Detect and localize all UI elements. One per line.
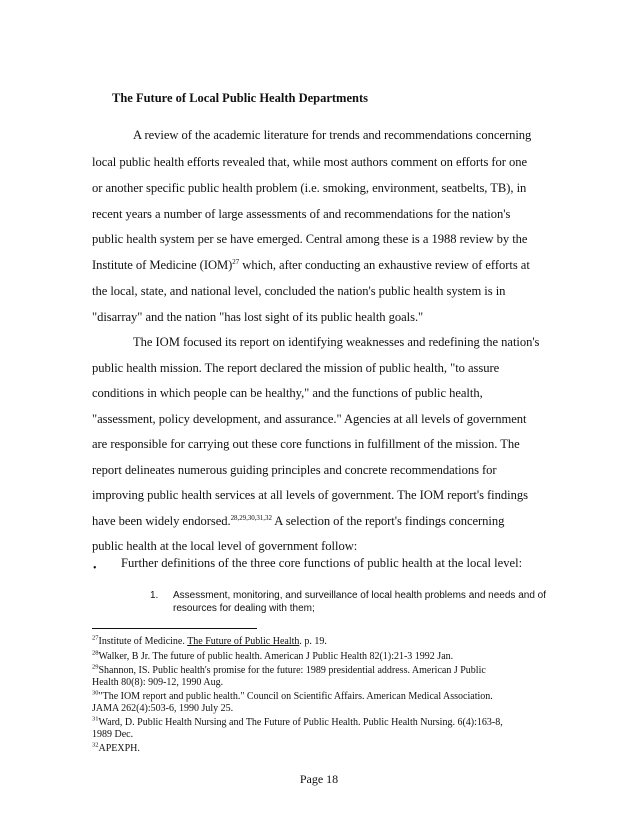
footnote-31 — [92, 717, 503, 729]
footnote-text: Walker, B Jr. The future of public health. American J Public Health 82(1):21-3 1992 Jan. — [98, 651, 454, 662]
body-line: or another specific public health problem (i.e. smoking, environment, seatbelts, TB), in — [92, 181, 527, 195]
body-line: improving public health services at all levels of government. The IOM report's findings — [92, 488, 528, 502]
footnote-title: The Future of Public Health — [187, 636, 300, 647]
body-line — [92, 258, 530, 273]
item-number: 1. — [150, 590, 159, 601]
footnote-ref: 28,29,30,31,32 — [230, 513, 272, 522]
section-heading: The Future of Local Public Health Departments — [112, 91, 368, 105]
body-text: Institute of Medicine (IOM) — [92, 258, 233, 272]
page-number: Page 18 — [299, 772, 339, 786]
footnote-ref: 27 — [232, 257, 240, 266]
body-line: recent years a number of large assessments of and recommendations for the nation's — [92, 207, 511, 221]
body-line: public health system per se have emerged. Central among these is a 1988 review by the — [92, 232, 528, 246]
body-text: have been widely endorsed. — [92, 514, 231, 528]
footnote-mark: 32 — [92, 741, 99, 749]
body-line: "disarray" and the nation "has lost sight of its public health goals." — [92, 310, 424, 324]
body-line: A review of the academic literature for trends and recommendations concerning — [133, 128, 532, 142]
bullet-icon: • — [93, 563, 97, 574]
footnote-mark: 30 — [92, 689, 99, 697]
body-line: report delineates numerous guiding principles and concrete recommendations for — [92, 463, 497, 477]
footnote-text: Shannon, IS. Public health's promise for the future: 1989 presidential address. American J Public — [98, 665, 486, 676]
item-text: Assessment, monitoring, and surveillance of local health problems and needs and of resources for dealing with them; — [173, 590, 546, 614]
footnote-mark: 27 — [92, 634, 99, 642]
footnote-text: . p. 19. — [299, 636, 327, 647]
body-line: local public health efforts revealed that, while most authors comment on efforts for one — [92, 155, 528, 169]
footnote-mark: 29 — [92, 663, 99, 671]
body-line: The IOM focused its report on identifying weaknesses and redefining the nation's — [133, 335, 540, 349]
body-line: are responsible for carrying out these core functions in fulfillment of the mission. The — [92, 437, 520, 451]
footnote-text: Institute of Medicine. — [98, 636, 188, 647]
body-line — [92, 514, 504, 529]
footnote-28 — [92, 651, 453, 663]
footnote-text: Ward, D. Public Health Nursing and The Future of Public Health. Public Health Nursing. 6(4):163-8, — [98, 717, 503, 728]
body-line: conditions in which people can be healthy," and the functions of public health, — [92, 386, 483, 400]
footnote-30-cont: JAMA 262(4):503-6, 1990 July 25. — [92, 703, 234, 714]
body-line: public health at the local level of government follow: — [92, 539, 358, 553]
body-text: A selection of the report's findings concerning — [271, 514, 505, 528]
footnote-text: APEXPH. — [98, 743, 140, 754]
footnote-divider — [92, 628, 257, 629]
footnote-29 — [92, 665, 486, 677]
body-line: "assessment, policy development, and assurance." Agencies at all levels of government — [92, 412, 527, 426]
footnote-32 — [92, 743, 140, 755]
body-line: the local, state, and national level, concluded the nation's public health system is in — [92, 284, 506, 298]
footnote-27 — [92, 636, 327, 648]
footnote-mark: 31 — [92, 715, 99, 723]
bullet-text: Further definitions of the three core functions of public health at the local level: — [121, 556, 523, 570]
footnote-30 — [92, 691, 493, 703]
footnote-text: "The IOM report and public health." Council on Scientific Affairs. American Medical Association. — [98, 691, 493, 702]
footnote-29-cont: Health 80(8): 909-12, 1990 Aug. — [92, 677, 224, 688]
footnote-mark: 28 — [92, 649, 99, 657]
body-text: which, after conducting an exhaustive review of efforts at — [239, 258, 530, 272]
body-line: public health mission. The report declared the mission of public health, "to assure — [92, 361, 500, 375]
footnote-31-cont: 1989 Dec. — [92, 729, 134, 740]
